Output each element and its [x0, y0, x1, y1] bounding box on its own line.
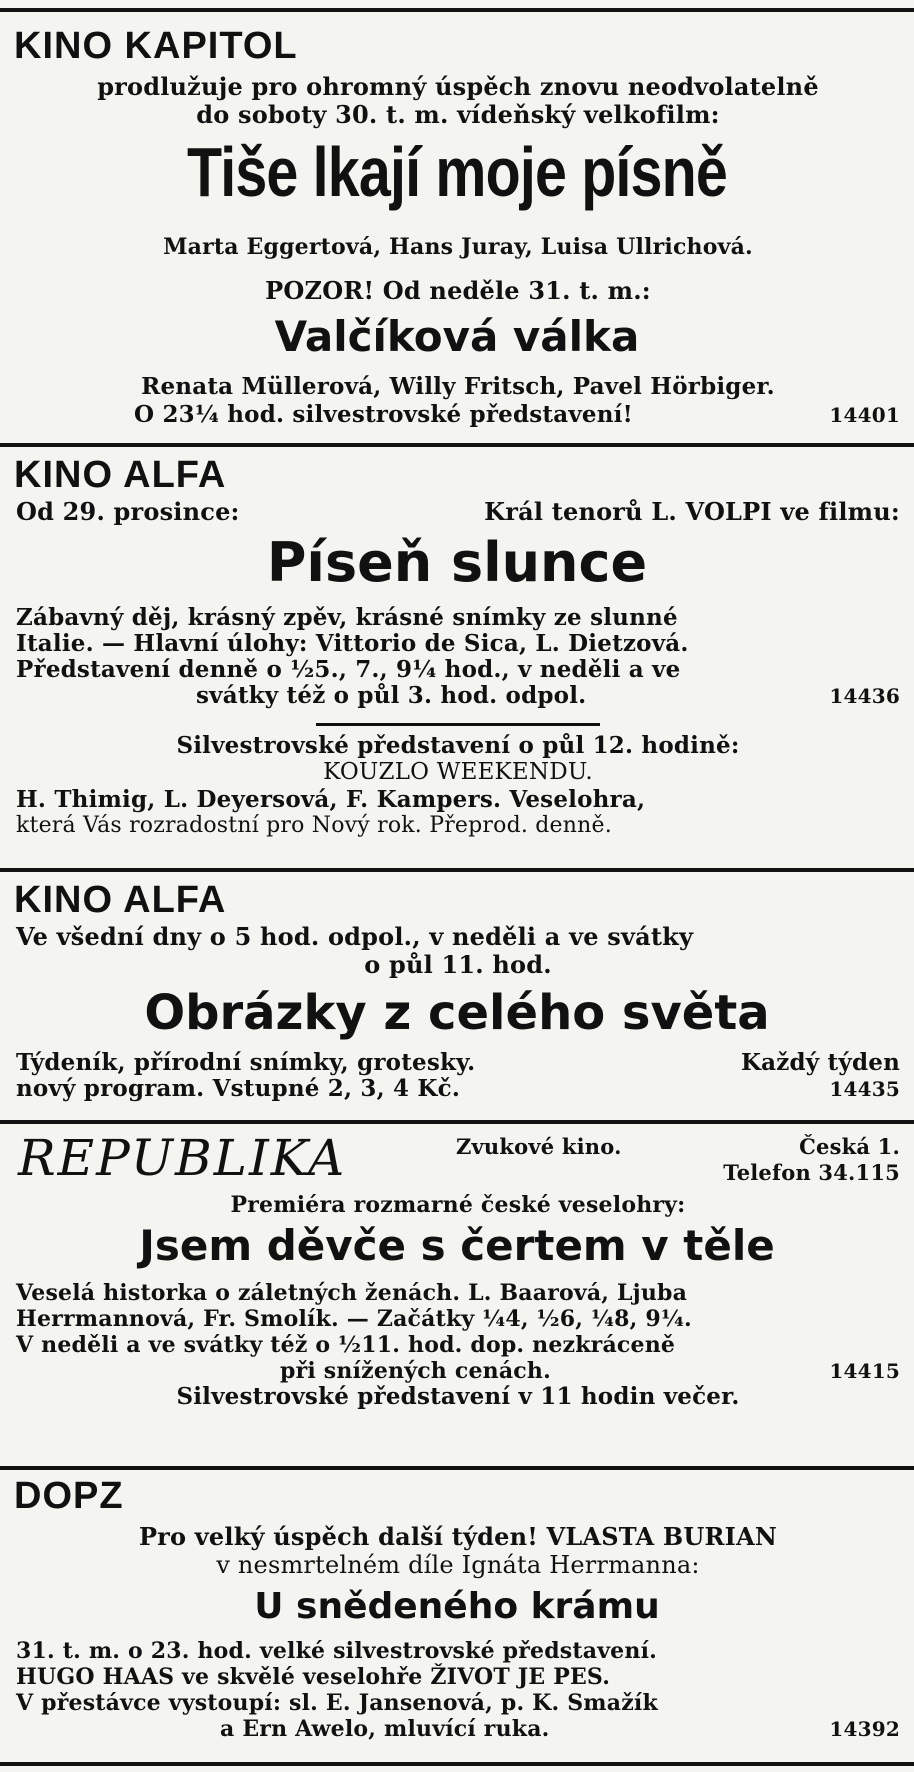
bottom-rule — [0, 1762, 914, 1766]
intro-line: o půl 11. hod. — [364, 950, 552, 979]
ad-dopz — [0, 1470, 914, 1762]
ad-republika — [0, 1124, 914, 1462]
silvester-note: která Vás rozradostní pro Nový rok. Přeprod. denně. — [16, 813, 612, 838]
cinema-address: Česká 1. — [799, 1134, 900, 1159]
ad-code: 14415 — [829, 1359, 900, 1383]
desc-line: HUGO HAAS ve skvělé veselohře ŽIVOT JE PES. — [16, 1664, 611, 1690]
silvester-film: KOUZLO WEEKENDU. — [323, 759, 593, 785]
film-title: Píseň slunce — [266, 531, 648, 594]
cinema-name: DOPZ — [14, 1475, 124, 1517]
cinema-name: KINO ALFA — [14, 454, 227, 496]
desc-line: nový program. Vstupné 2, 3, 4 Kč. — [16, 1075, 461, 1102]
desc-line: Představení denně o ½5., 7., 9¼ hod., v neděli a ve — [16, 656, 681, 683]
intro-line: do soboty 30. t. m. vídeňský velkofilm: — [196, 100, 720, 129]
divider — [316, 723, 600, 726]
ad-code: 14401 — [829, 403, 900, 427]
intro-line: Pro velký úspěch další týden! VLASTA BURIAN — [138, 1522, 778, 1551]
cinema-name: KINO KAPITOL — [14, 25, 298, 67]
cinema-name: KINO ALFA — [14, 879, 227, 921]
silvester-line: Silvestrovské představení v 11 hodin večer. — [176, 1383, 740, 1410]
intro-line: prodlužuje pro ohromný úspěch znovu neodvolatelně — [97, 72, 819, 101]
desc-line: a Ern Awelo, mluvící ruka. — [220, 1716, 550, 1742]
cast-line: Renata Müllerová, Willy Fritsch, Pavel Hörbiger. — [141, 373, 775, 400]
ad-code: 14435 — [829, 1077, 900, 1101]
desc-line: svátky též o půl 3. hod. odpol. — [196, 682, 587, 709]
film-title: Obrázky z celého světa — [144, 985, 770, 1041]
silvester-cast: H. Thimig, L. Deyersová, F. Kampers. Veselohra, — [16, 786, 646, 813]
desc-text: Týdeník, přírodní snímky, grotesky. — [16, 1049, 476, 1076]
silvester-line: Silvestrovské představení o půl 12. hodině: — [176, 732, 740, 759]
ad-kino-kapitol — [0, 14, 914, 439]
desc-line: Veselá historka o záletných ženách. L. Baarová, Ljuba — [16, 1280, 688, 1306]
desc-line: Zábavný děj, krásný zpěv, krásné snímky ze slunné — [16, 604, 678, 631]
intro-line — [16, 497, 900, 527]
film-title: Jsem děvče s čertem v těle — [139, 1221, 775, 1270]
cast-line: Marta Eggertová, Hans Juray, Luisa Ullrichová. — [163, 234, 753, 260]
intro-star: Král tenorů L. VOLPI ve filmu: — [484, 497, 900, 526]
ad-code: 14392 — [829, 1717, 900, 1741]
desc-line: 31. t. m. o 23. hod. velké silvestrovské představení. — [16, 1638, 657, 1664]
cinema-name: REPUBLIKA — [18, 1129, 347, 1187]
intro-line: Premiéra rozmarné české veselohry: — [230, 1192, 686, 1218]
top-rule — [0, 8, 914, 12]
cinema-type: Zvukové kino. — [456, 1134, 622, 1159]
intro-line: v nesmrtelném díle Ignáta Herrmanna: — [216, 1551, 700, 1579]
cinema-phone: Telefon 34.115 — [723, 1160, 900, 1185]
desc-line: V přestávce vystoupí: sl. E. Jansenová, p. K. Smažík — [16, 1690, 658, 1716]
intro-line: Ve všední dny o 5 hod. odpol., v neděli a ve svátky — [16, 922, 694, 951]
ad-kino-alfa-2 — [0, 872, 914, 1114]
desc-line: Italie. — Hlavní úlohy: Vittorio de Sica, L. Dietzová. — [16, 630, 689, 657]
desc-text: Každý týden — [740, 1049, 900, 1076]
film-title: Tiše lkají moje písně — [186, 133, 728, 211]
desc-line: Herrmannová, Fr. Smolík. — Začátky ¼4, ½6, ¼8, 9¼. — [16, 1306, 692, 1332]
intro-date: Od 29. prosince: — [16, 497, 240, 526]
ad-kino-alfa — [0, 447, 914, 862]
desc-line: V neděli a ve svátky též o ½11. hod. dop. nezkráceně — [16, 1332, 676, 1358]
film-title: U snědeného krámu — [254, 1586, 660, 1627]
notice-line: POZOR! Od neděle 31. t. m.: — [265, 276, 651, 305]
silvester-line: O 23¼ hod. silvestrovské představení! — [134, 401, 633, 428]
film-title: Valčíková válka — [274, 312, 640, 361]
ad-code: 14436 — [829, 684, 900, 708]
desc-line: při snížených cenách. — [280, 1358, 551, 1384]
